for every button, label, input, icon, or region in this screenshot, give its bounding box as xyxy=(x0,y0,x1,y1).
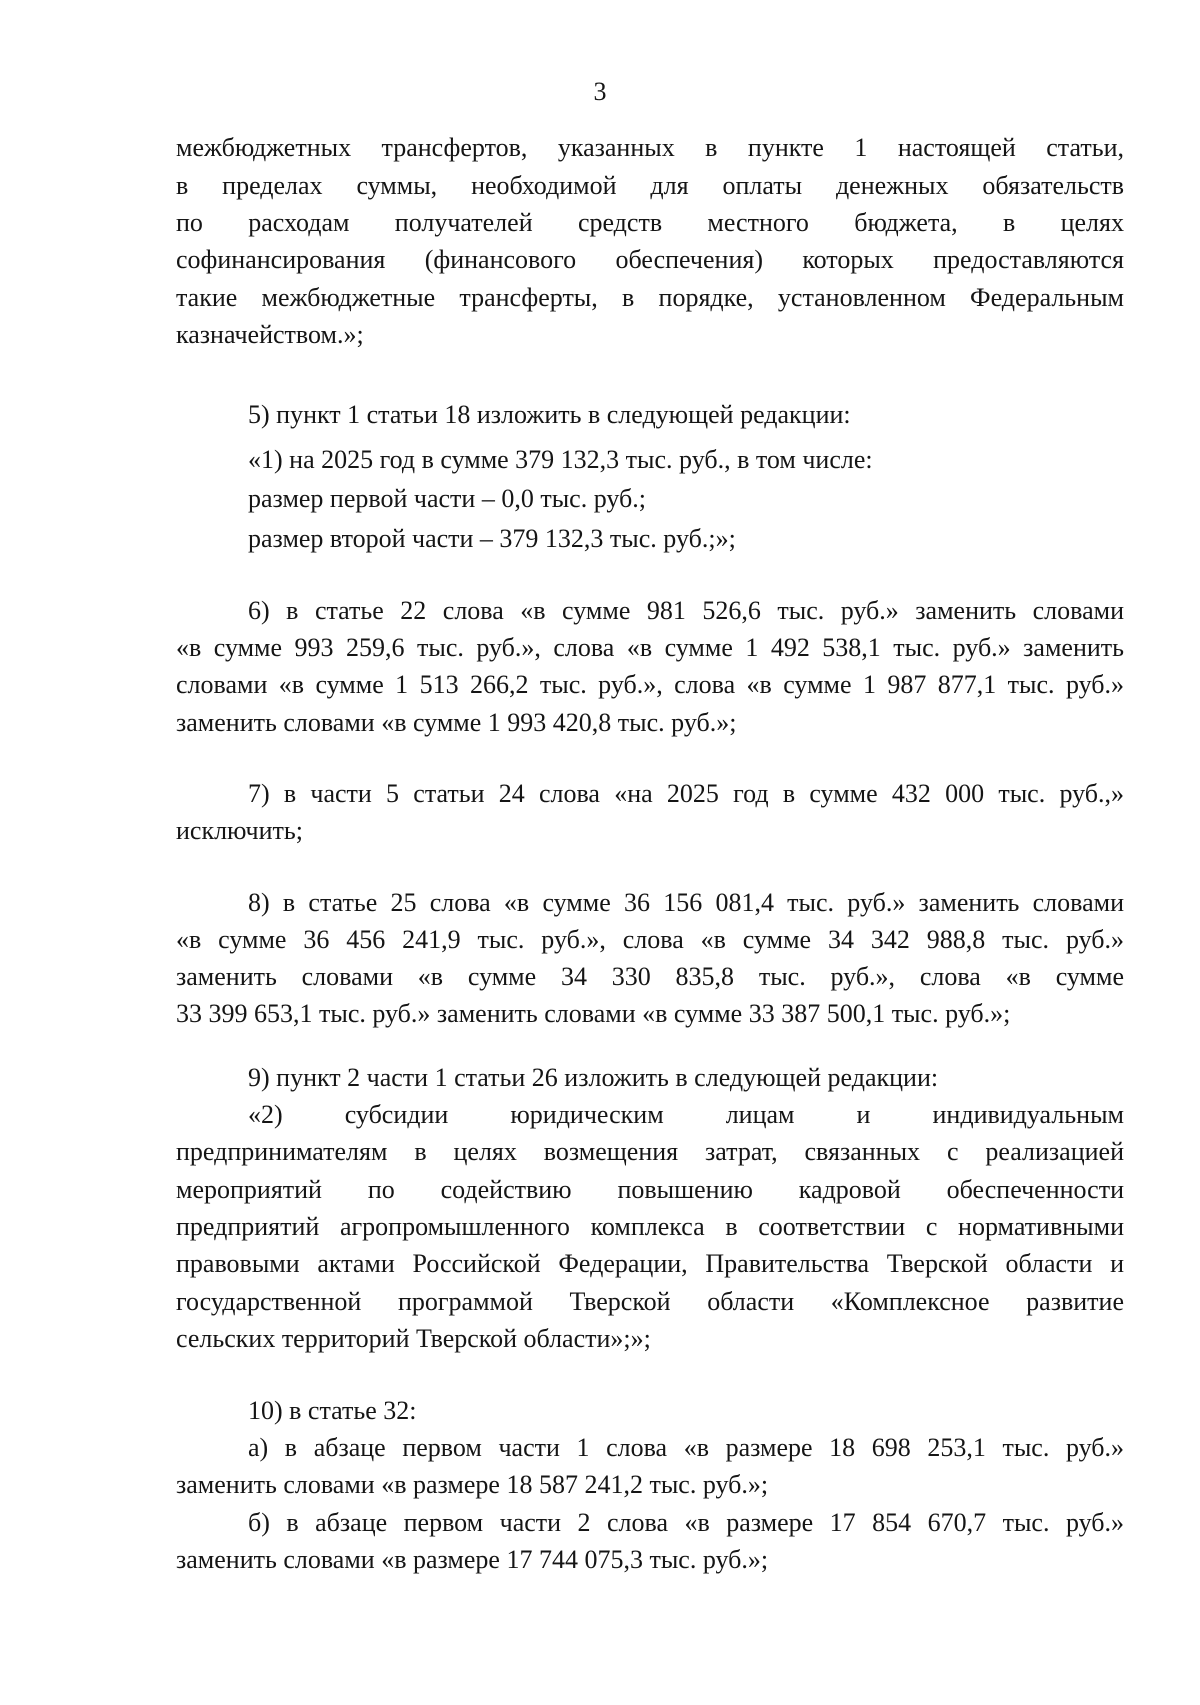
text-line: предприятий агропромышленного комплекса в соответствии с нормативными xyxy=(176,1212,1124,1241)
text-line: 8) в статье 25 слова «в сумме 36 156 081,4 тыс. руб.» заменить словами xyxy=(248,888,1124,917)
text-line: заменить словами «в размере 17 744 075,3 тыс. руб.»; xyxy=(176,1545,769,1574)
page-number: 3 xyxy=(593,77,607,106)
text-line: б) в абзаце первом части 2 слова «в размере 17 854 670,7 тыс. руб.» xyxy=(248,1508,1124,1537)
text-line: «1) на 2025 год в сумме 379 132,3 тыс. руб., в том числе: xyxy=(248,445,873,474)
text-line: а) в абзаце первом части 1 слова «в размере 18 698 253,1 тыс. руб.» xyxy=(248,1433,1124,1462)
text-line: словами «в сумме 1 513 266,2 тыс. руб.», слова «в сумме 1 987 877,1 тыс. руб.» xyxy=(176,670,1124,699)
text-line: исключить; xyxy=(176,816,303,845)
text-line: 5) пункт 1 статьи 18 изложить в следующей редакции: xyxy=(248,400,851,429)
text-line: «в сумме 993 259,6 тыс. руб.», слова «в сумме 1 492 538,1 тыс. руб.» заменить xyxy=(176,633,1124,662)
text-line: такие межбюджетные трансферты, в порядке, установленном Федеральным xyxy=(176,283,1124,312)
text-line: размер второй части – 379 132,3 тыс. руб.;»; xyxy=(248,524,736,553)
text-line: 9) пункт 2 части 1 статьи 26 изложить в следующей редакции: xyxy=(248,1063,939,1092)
text-line: 10) в статье 32: xyxy=(248,1396,417,1425)
text-line: 6) в статье 22 слова «в сумме 981 526,6 тыс. руб.» заменить словами xyxy=(248,596,1124,625)
text-line: заменить словами «в сумме 1 993 420,8 тыс. руб.»; xyxy=(176,708,737,737)
text-line: 33 399 653,1 тыс. руб.» заменить словами «в сумме 33 387 500,1 тыс. руб.»; xyxy=(176,999,1011,1028)
text-line: в пределах суммы, необходимой для оплаты денежных обязательств xyxy=(176,171,1124,200)
text-line: 7) в части 5 статьи 24 слова «на 2025 год в сумме 432 000 тыс. руб.,» xyxy=(248,779,1124,808)
text-line: государственной программой Тверской области «Комплексное развитие xyxy=(176,1287,1124,1316)
text-line: предпринимателям в целях возмещения затрат, связанных с реализацией xyxy=(176,1137,1124,1166)
text-line: казначейством.»; xyxy=(176,320,364,349)
text-line: правовыми актами Российской Федерации, Правительства Тверской области и xyxy=(176,1249,1124,1278)
text-line: межбюджетных трансфертов, указанных в пункте 1 настоящей статьи, xyxy=(176,133,1124,162)
text-line: по расходам получателей средств местного бюджета, в целях xyxy=(176,208,1124,237)
text-line: мероприятий по содействию повышению кадровой обеспеченности xyxy=(176,1175,1124,1204)
text-line: заменить словами «в размере 18 587 241,2 тыс. руб.»; xyxy=(176,1470,769,1499)
text-line: заменить словами «в сумме 34 330 835,8 тыс. руб.», слова «в сумме xyxy=(176,962,1124,991)
text-line: «в сумме 36 456 241,9 тыс. руб.», слова «в сумме 34 342 988,8 тыс. руб.» xyxy=(176,925,1124,954)
text-line: размер первой части – 0,0 тыс. руб.; xyxy=(248,484,646,513)
text-line: сельских территорий Тверской области»;»; xyxy=(176,1324,651,1353)
text-line: софинансирования (финансового обеспечения) которых предоставляются xyxy=(176,245,1124,274)
text-line: «2) субсидии юридическим лицам и индивидуальным xyxy=(248,1100,1124,1129)
